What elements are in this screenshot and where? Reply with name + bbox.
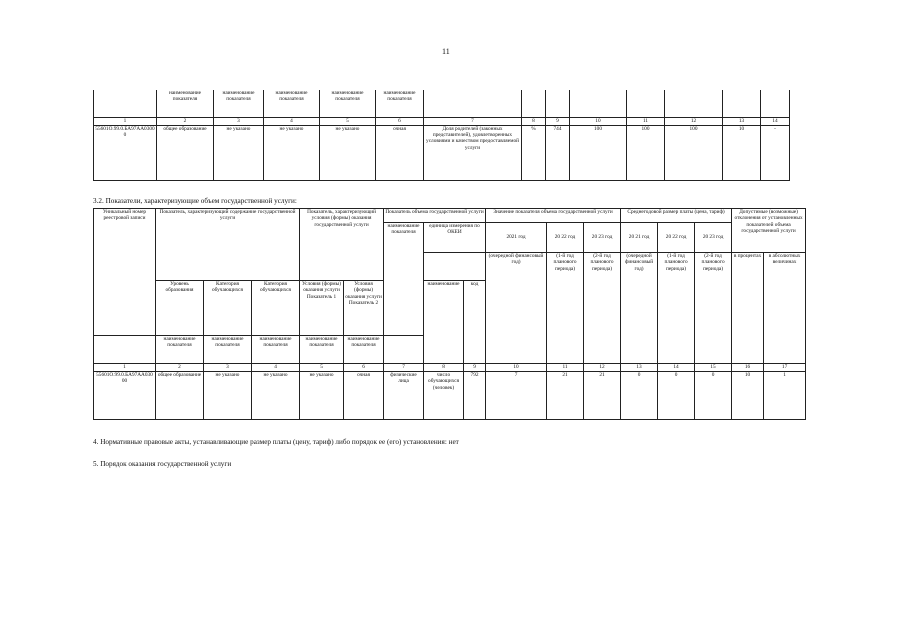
table-cell: общее образование — [157, 125, 214, 180]
table-cell — [94, 336, 156, 364]
table-cell: 10 — [723, 125, 761, 180]
name-label: наименование показателя — [376, 90, 424, 117]
year-header: 20 22 год — [658, 223, 695, 253]
header-content-indicator: Показатель, характеризующий содержание государственной услуги — [156, 209, 300, 281]
column-number: 13 — [621, 364, 658, 372]
table-cell: 1 — [764, 372, 806, 420]
table-cell: не указано — [204, 372, 252, 420]
section-4-text: 4. Нормативные правовые акты, устанавливающие размер платы (цену, тариф) либо порядок ее (его) установления: нет — [93, 438, 459, 446]
name-label: наименование показателя — [344, 336, 384, 364]
period-label: (1-й год планового периода) — [658, 253, 695, 364]
table-cell: очная — [376, 125, 424, 180]
table-cell — [665, 90, 723, 117]
year-header: 20 23 год — [584, 223, 621, 253]
column-number: 17 — [764, 364, 806, 372]
column-numbers-row — [94, 117, 790, 125]
table-cell: 100 — [570, 125, 627, 180]
name-label: наименование показателя — [157, 90, 214, 117]
name-label: наименование показателя — [252, 336, 300, 364]
table-cell — [761, 90, 790, 117]
indicator-volume-table — [93, 208, 806, 420]
name-label: наименование показателя — [156, 336, 204, 364]
section-5-heading: 5. Порядок оказания государственной услуги — [93, 460, 232, 468]
name-label: наименование показателя — [214, 90, 264, 117]
page-number: 11 — [442, 47, 450, 56]
year-header: 20 23 год — [695, 223, 732, 253]
column-number: 13 — [723, 117, 761, 125]
column-number: 2 — [156, 364, 204, 372]
table-cell: 0 — [658, 372, 695, 420]
column-number: 1 — [94, 364, 156, 372]
period-label: (очередной финансовый год) — [486, 253, 547, 364]
header-condition-indicator: Показатель, характеризующий условия (формы) оказания государственной услуги — [300, 209, 384, 281]
deviation-absolute: в абсолютных величинах — [764, 253, 806, 364]
name-label: наименование показателя — [320, 90, 376, 117]
table-cell: 21 — [547, 372, 584, 420]
table-cell: не указано — [264, 125, 320, 180]
column-number: 1 — [94, 117, 157, 125]
column-number: 8 — [424, 364, 464, 372]
column-number: 5 — [320, 117, 376, 125]
header-volume-value: Значение показателя объема государственной услуги — [486, 209, 621, 223]
table-cell: Доля родителей (законных представителей), удовлетворенных условиями и качеством предоставляемой услуги — [424, 125, 522, 180]
indicator-quality-table — [93, 90, 790, 181]
column-number: 6 — [344, 364, 384, 372]
table-cell: % — [522, 125, 546, 180]
year-header: 2021 год — [486, 223, 547, 253]
column-number: 2 — [157, 117, 214, 125]
period-label: (1-й год планового периода) — [547, 253, 584, 364]
table-cell: 21 — [584, 372, 621, 420]
header-volume-indicator: Показатель объема государственной услуги — [384, 209, 486, 223]
column-numbers-row — [94, 364, 806, 372]
table-cell: не указано — [320, 125, 376, 180]
table-cell — [546, 90, 570, 117]
column-number: 8 — [522, 117, 546, 125]
table-cell: не указано — [214, 125, 264, 180]
period-label: (очередной финансовый год) — [621, 253, 658, 364]
period-label: (2-й год планового периода) — [584, 253, 621, 364]
name-label: наименование показателя — [204, 336, 252, 364]
table-cell — [424, 90, 522, 117]
table-cell — [94, 90, 157, 117]
table-cell: 10 — [732, 372, 764, 420]
table-cell — [570, 90, 627, 117]
year-header: 20 22 год — [547, 223, 584, 253]
table-cell: 0 — [621, 372, 658, 420]
column-number: 3 — [214, 117, 264, 125]
sub-condition-header: Условия (формы) оказания услуги Показатель 1 — [300, 281, 344, 336]
table-row — [94, 125, 790, 180]
column-number: 3 — [204, 364, 252, 372]
column-number: 14 — [761, 117, 790, 125]
table-cell: число обучающихся (человек) — [424, 372, 464, 420]
sub-content-header: Категория обучающихся — [252, 281, 300, 336]
column-number: 4 — [252, 364, 300, 372]
name-label: наименование показателя — [264, 90, 320, 117]
column-number: 9 — [464, 364, 486, 372]
sub-condition-header: Условия (формы) оказания услуги Показатель 2 — [344, 281, 384, 336]
name-label: наименование показателя — [300, 336, 344, 364]
column-number: 11 — [547, 364, 584, 372]
table-cell: 744 — [546, 125, 570, 180]
column-number: 5 — [300, 364, 344, 372]
table-cell: не указано — [252, 372, 300, 420]
table-cell — [723, 90, 761, 117]
table-cell — [522, 90, 546, 117]
unit-code-header: код — [464, 281, 486, 364]
table-row — [94, 372, 806, 420]
table-cell: очная — [344, 372, 384, 420]
table-cell: 792 — [464, 372, 486, 420]
table-cell: физические лица — [384, 372, 424, 420]
table-cell — [627, 90, 665, 117]
column-number: 6 — [376, 117, 424, 125]
column-number: 9 — [546, 117, 570, 125]
column-number: 14 — [658, 364, 695, 372]
column-number: 15 — [695, 364, 732, 372]
header-deviation: Допустимые (возможные) отклонения от установленных показателей объема государственной услуги — [732, 209, 806, 253]
sub-content-header: Уровень образования — [156, 281, 204, 336]
column-number: 10 — [570, 117, 627, 125]
column-number: 16 — [732, 364, 764, 372]
header-volume-unit: единица измерения по ОКЕИ — [424, 223, 486, 253]
column-number: 7 — [424, 117, 522, 125]
column-number: 11 — [627, 117, 665, 125]
table-cell: 55601О.99.0.БА97АА03000 — [94, 372, 156, 420]
header-volume-name: наименование показателя — [384, 223, 424, 336]
table-cell: не указано — [300, 372, 344, 420]
table-cell: 7 — [486, 372, 547, 420]
table-cell: общее образование — [156, 372, 204, 420]
table-cell: - — [761, 125, 790, 180]
sub-content-header: Категория обучающихся — [204, 281, 252, 336]
table-cell: 0 — [695, 372, 732, 420]
table-cell: 55601О.99.0.БА97АА03000 — [94, 125, 157, 180]
column-number: 12 — [584, 364, 621, 372]
column-number: 7 — [384, 364, 424, 372]
column-number: 4 — [264, 117, 320, 125]
section-3-2-heading: 3.2. Показатели, характеризующие объем государственной услуги: — [93, 197, 297, 205]
year-header: 20 21 год — [621, 223, 658, 253]
table-cell: 100 — [665, 125, 723, 180]
table-cell — [424, 253, 486, 281]
header-unique-number: Уникальный номер реестровой записи — [94, 209, 156, 336]
unit-name-header: наименование — [424, 281, 464, 364]
header-price: Среднегодовой размер платы (цена, тариф) — [621, 209, 732, 223]
table-cell: 100 — [627, 125, 665, 180]
period-label: (2-й год планового периода) — [695, 253, 732, 364]
deviation-percent: в процентах — [732, 253, 764, 364]
column-number: 10 — [486, 364, 547, 372]
column-number: 12 — [665, 117, 723, 125]
